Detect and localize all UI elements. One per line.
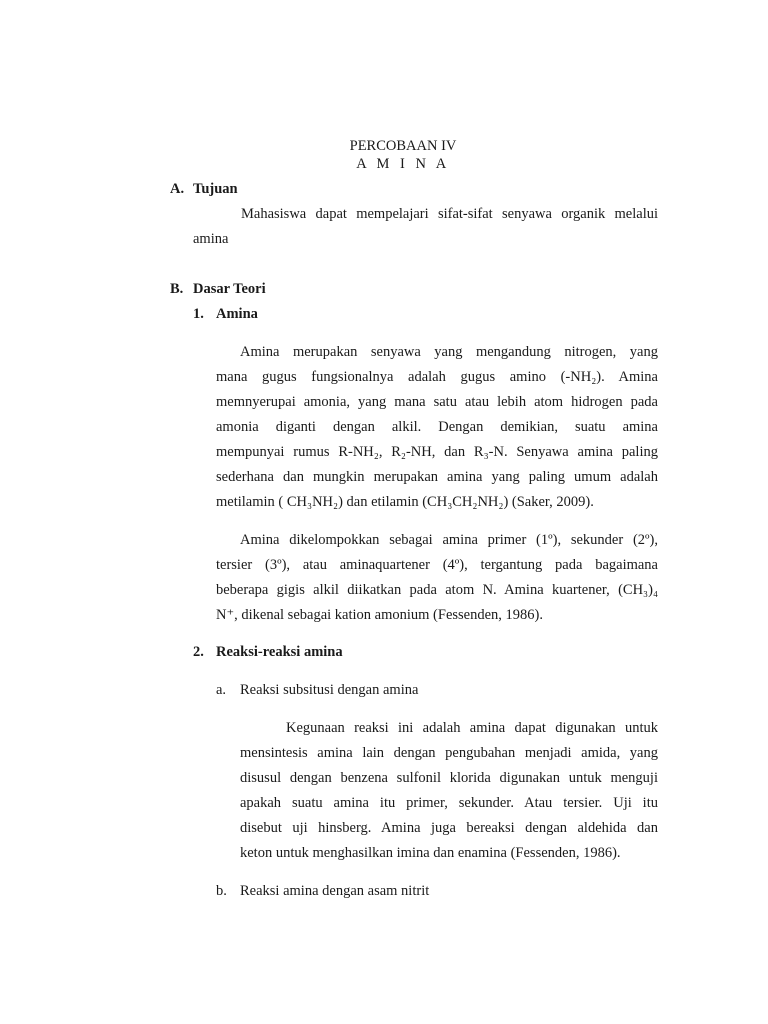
item-b-marker: b. xyxy=(216,883,227,899)
paragraph-line: apakah suatu amina itu primer, sekunder. Atau tersier. Uji itu xyxy=(240,795,658,811)
paragraph-line: amonia diganti dengan alkil. Dengan demikian, suatu amina xyxy=(216,419,658,435)
paragraph-line: sederhana dan mungkin merupakan amina yang paling umum adalah xyxy=(216,469,658,485)
section-a-paragraph xyxy=(193,202,658,252)
subsection-1-marker: 1. xyxy=(193,306,204,322)
item-b-heading: Reaksi amina dengan asam nitrit xyxy=(240,883,430,899)
item-a-paragraph xyxy=(240,716,658,866)
paragraph-line: N⁺, dikenal sebagai kation amonium (Fessenden, 1986). xyxy=(216,607,543,623)
paragraph-line: metilamin ( CH₃NH₂) dan etilamin (CH₃CH₂NH₂) (Saker, 2009). xyxy=(216,494,594,510)
section-b-marker: B. xyxy=(170,281,184,297)
subsection-2-heading: Reaksi-reaksi amina xyxy=(216,644,343,660)
paragraph-line: mempunyai rumus R-NH₂, R₂-NH, dan R₃-N. Senyawa amina paling xyxy=(216,444,658,460)
subsection-2-marker: 2. xyxy=(193,644,204,660)
item-a-marker: a. xyxy=(216,682,227,698)
paragraph-line: Mahasiswa dapat mempelajari sifat-sifat senyawa organik melalui xyxy=(241,206,658,222)
paragraph-line: Amina merupakan senyawa yang mengandung nitrogen, yang xyxy=(240,344,658,360)
paragraph-line: tersier (3º), atau aminaquartener (4º), tergantung pada bagaimana xyxy=(216,557,658,573)
amina-paragraph-1 xyxy=(216,340,658,515)
document-subtitle: A M I N A xyxy=(356,156,450,172)
subsection-1-heading: Amina xyxy=(216,306,258,322)
paragraph-line: disusul dengan benzena sulfonil klorida digunakan untuk menguji xyxy=(240,770,658,786)
document-title: PERCOBAAN IV xyxy=(349,138,457,154)
paragraph-line: beberapa gigis alkil diikatkan pada atom N. Amina kuartener, (CH₃)₄ xyxy=(216,582,658,598)
section-b-heading: Dasar Teori xyxy=(193,281,266,297)
paragraph-line: Amina dikelompokkan sebagai amina primer (1º), sekunder (2º), xyxy=(240,532,658,548)
section-a-marker: A. xyxy=(170,181,185,197)
paragraph-line: mensintesis amina lain dengan pengubahan menjadi amida, yang xyxy=(240,745,658,761)
paragraph-line: memnyerupai amonia, yang mana satu atau lebih atom hidrogen pada xyxy=(216,394,658,410)
item-a-heading: Reaksi subsitusi dengan amina xyxy=(240,682,419,698)
paragraph-line: Kegunaan reaksi ini adalah amina dapat digunakan untuk xyxy=(286,720,658,736)
paragraph-line: mana gugus fungsionalnya adalah gugus amino (-NH₂). Amina xyxy=(216,369,658,385)
amina-paragraph-2 xyxy=(216,528,658,628)
section-a-heading: Tujuan xyxy=(193,181,238,197)
paragraph-line: disebut uji hinsberg. Amina juga bereaksi dengan aldehida dan xyxy=(240,820,658,836)
paragraph-line: amina xyxy=(193,231,229,247)
paragraph-line: keton untuk menghasilkan imina dan enamina (Fessenden, 1986). xyxy=(240,845,621,861)
